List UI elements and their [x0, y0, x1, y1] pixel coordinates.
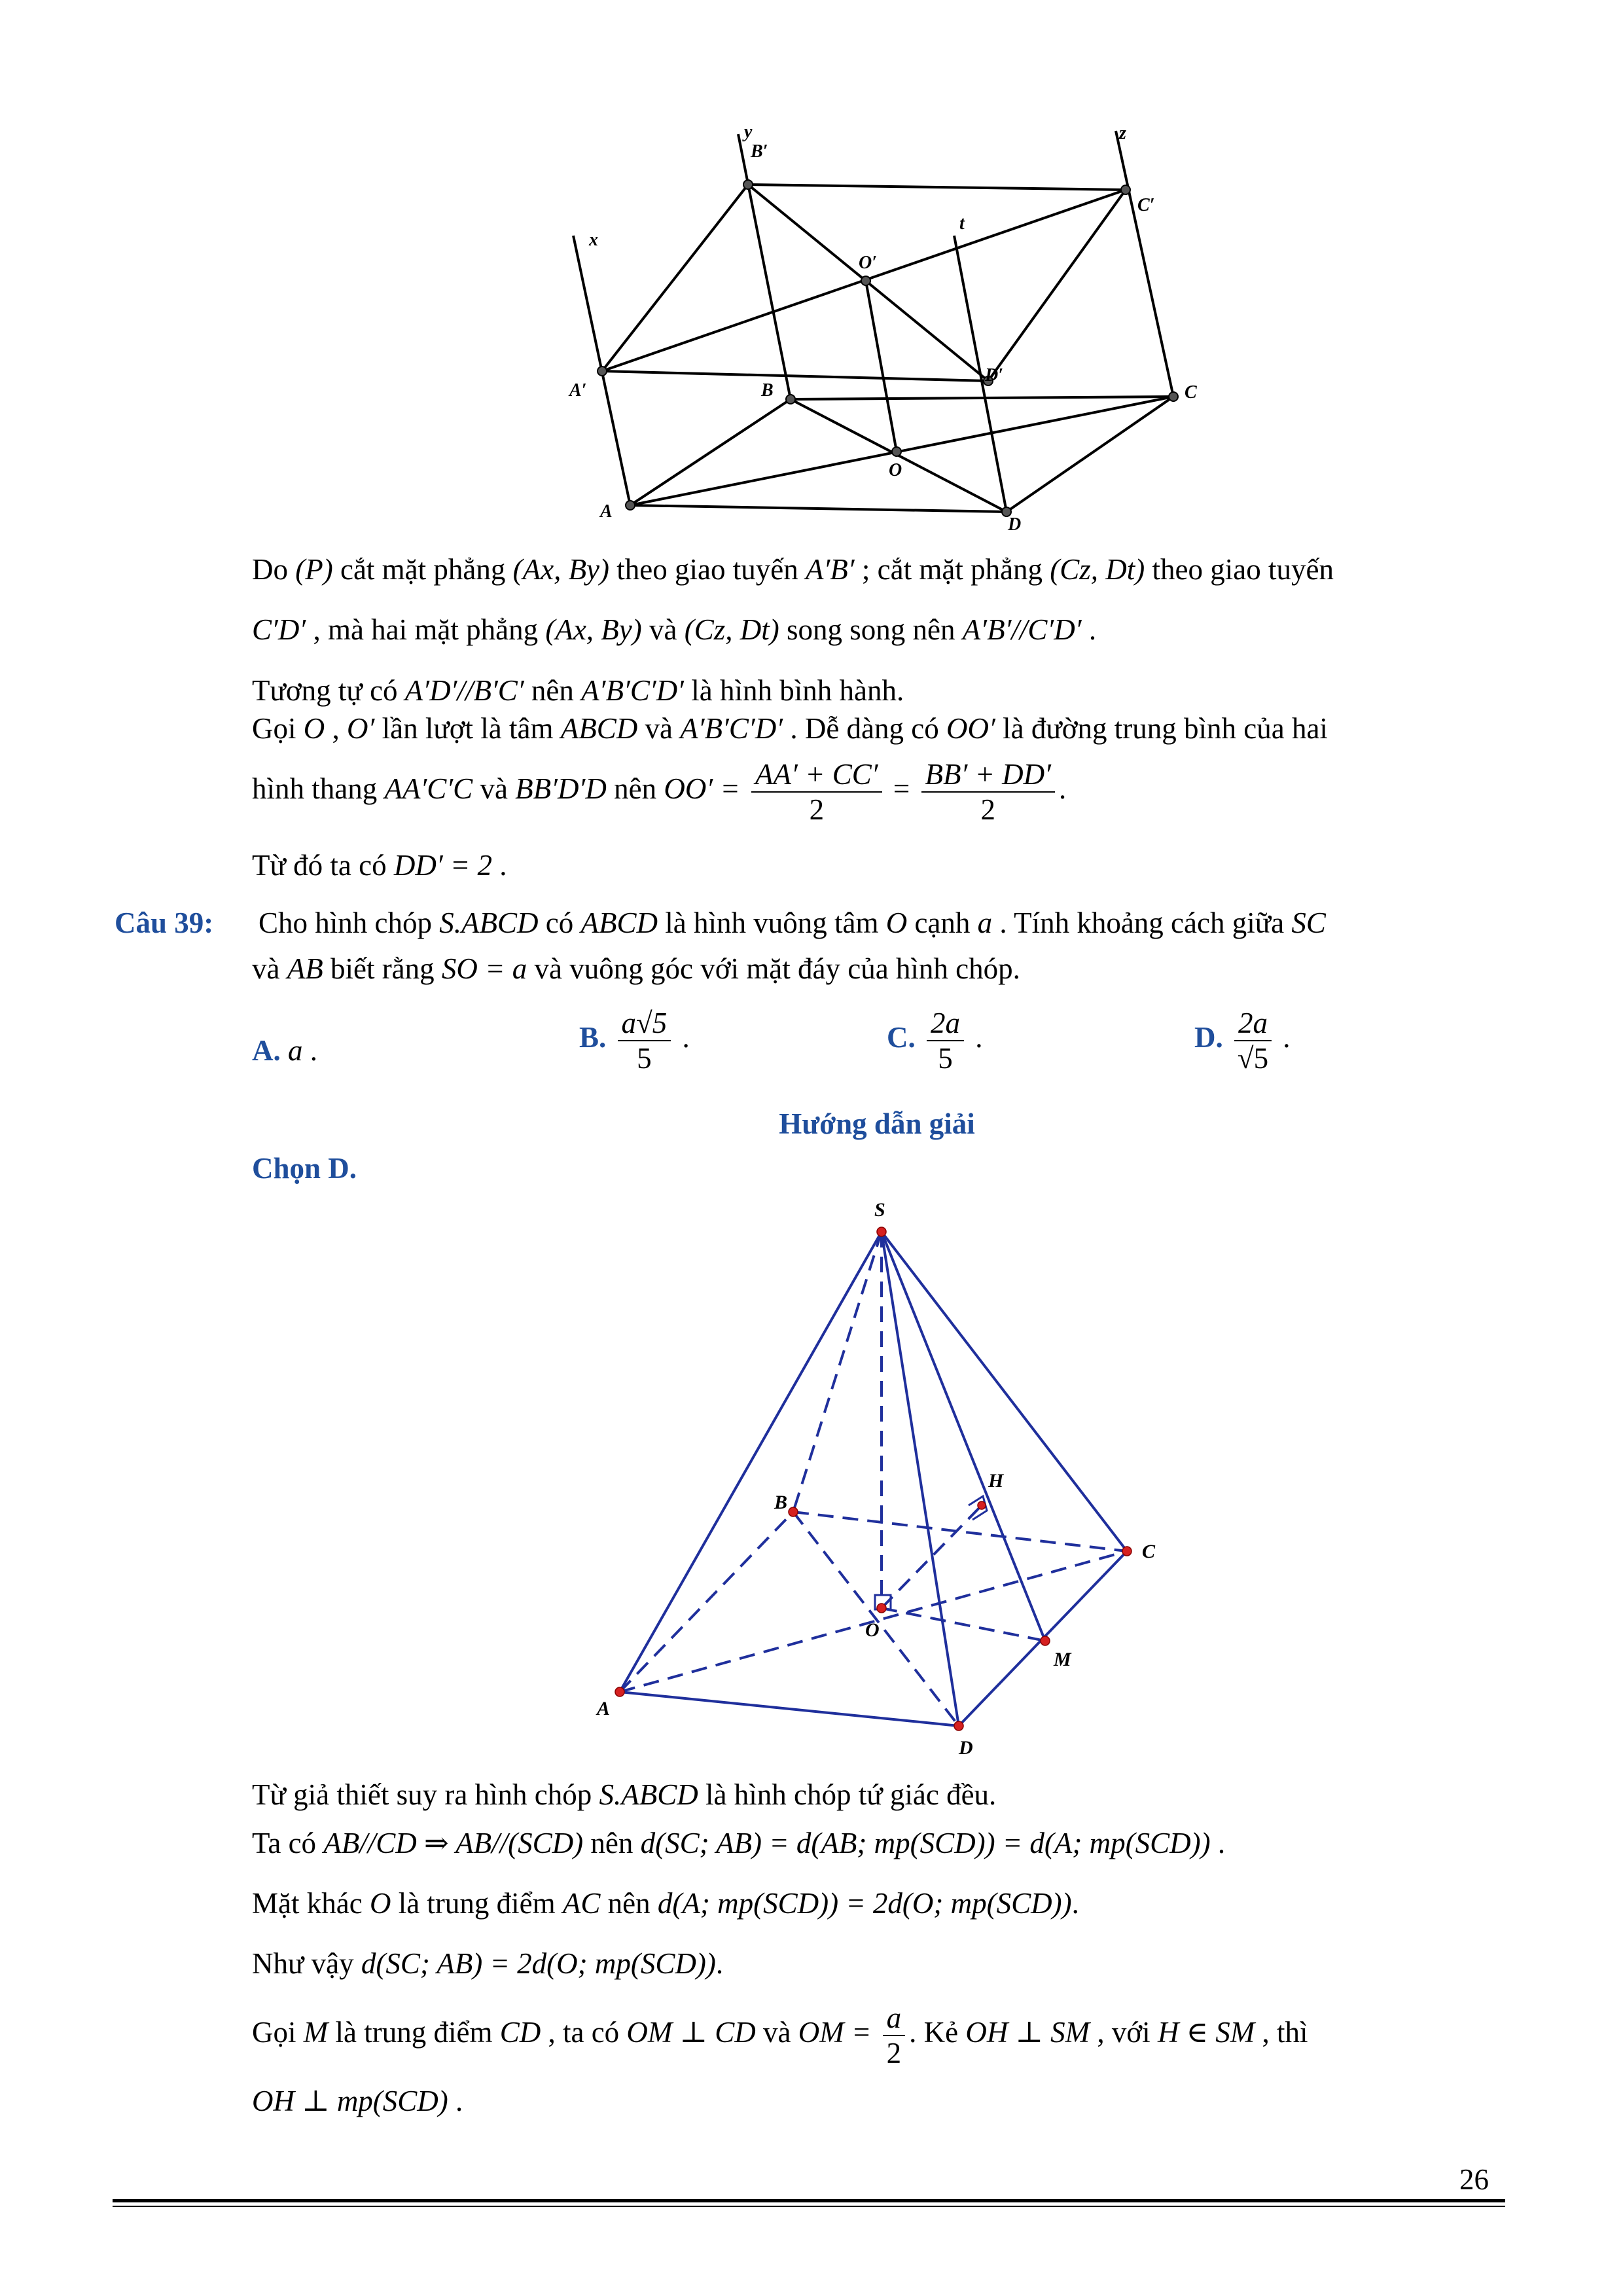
option-d: D. $\frac{2a}{√5}$ .	[1194, 1006, 1291, 1075]
figure-prism-diagram	[550, 118, 1204, 537]
option-b: B. $\frac{a√5}{5}$ .	[579, 1006, 690, 1075]
solution-line2: Ta có AB//CD ⇒ AB//(SCD) nên d(SC; AB) = d(AB; mp(SCD)) = d(A; mp(SCD)) .	[252, 1827, 1226, 1859]
label-Op: O′	[859, 253, 878, 273]
om-fraction: $\frac{a}{2}$	[883, 2001, 906, 2070]
label-C: C	[1185, 382, 1197, 403]
solution-heading: Hướng dẫn giải	[779, 1107, 975, 1140]
label-Cp: C′	[1137, 195, 1155, 215]
solution-line6: OH ⊥ mp(SCD) .	[252, 2085, 463, 2117]
para1-line5: hình thang AA′C′C và BB′D′D nên OO′ = $\frac{AA' + CC'}{2}$ = $\frac{BB' + DD'}{2}$ .	[252, 757, 1067, 826]
solution-line3: Mặt khác O là trung điểm AC nên d(A; mp(SCD)) = 2d(O; mp(SCD)).	[252, 1887, 1079, 1920]
option-c-fraction: $\frac{2a}{5}$	[927, 1006, 964, 1075]
label-A: A	[600, 501, 613, 522]
label-Ap: A′	[569, 380, 587, 401]
label-Bp: B′	[751, 141, 768, 162]
label-x: x	[589, 230, 598, 250]
para1-line2: C′D′ , mà hai mặt phẳng (Ax, By) và (Cz, Dt) song song nên A′B′//C′D′ .	[252, 613, 1097, 646]
label-D: D	[959, 1737, 973, 1754]
para1-line6: Từ đó ta có DD′ = 2 .	[252, 849, 507, 882]
footer-rule-thick	[113, 2199, 1505, 2202]
label-O: O	[889, 460, 902, 480]
question-line1: Cho hình chóp S.ABCD có ABCD là hình vuông tâm O cạnh a . Tính khoảng cách giữa SC	[259, 906, 1326, 939]
option-a: A. a .	[252, 1034, 317, 1067]
page-number: 26	[1459, 2163, 1489, 2196]
para1-line1: Do (P) cắt mặt phẳng (Ax, By) theo giao tuyến A′B′ ; cắt mặt phẳng (Cz, Dt) theo giao tuyến	[252, 553, 1334, 586]
label-C: C	[1142, 1541, 1156, 1562]
label-S: S	[874, 1199, 885, 1221]
label-z: z	[1119, 123, 1126, 143]
label-M: M	[1054, 1649, 1071, 1670]
solution-line4: Như vậy d(SC; AB) = 2d(O; mp(SCD)).	[252, 1947, 724, 1980]
question-line2: và AB biết rằng SO = a và vuông góc với mặt đáy của hình chóp.	[252, 952, 1020, 985]
label-t: t	[959, 213, 965, 234]
chosen-answer: Chọn D.	[252, 1152, 357, 1185]
label-D: D	[1008, 514, 1022, 535]
fraction-1: $\frac{AA' + CC'}{2}$	[751, 757, 882, 827]
label-y: y	[744, 122, 753, 142]
label-B: B	[774, 1492, 788, 1513]
solution-line1: Từ giả thiết suy ra hình chóp S.ABCD là hình chóp tứ giác đều.	[252, 1778, 997, 1811]
label-H: H	[988, 1470, 1004, 1492]
fraction-2: $\frac{BB' + DD'}{2}$	[921, 757, 1056, 827]
solution-line5: Gọi M là trung điểm CD , ta có OM ⊥ CD và OM = $\frac{a}{2}$ . Kẻ OH ⊥ SM , với H ∈ SM , thì	[252, 2001, 1308, 2070]
option-d-fraction: $\frac{2a}{√5}$	[1234, 1006, 1272, 1075]
para1-line3: Tương tự có A′D′//B′C′ nên A′B′C′D′ là hình bình hành.	[252, 674, 904, 707]
label-B: B	[761, 380, 774, 401]
option-b-fraction: $\frac{a√5}{5}$	[618, 1006, 671, 1075]
figure-pyramid-diagram	[576, 1185, 1191, 1754]
label-O: O	[865, 1619, 880, 1641]
question-number: Câu 39:	[115, 906, 214, 939]
footer-rule-thin	[113, 2206, 1505, 2207]
option-c: C. $\frac{2a}{5}$ .	[887, 1006, 983, 1075]
label-A: A	[597, 1698, 611, 1719]
label-Dp: D′	[985, 365, 1004, 386]
para1-line4: Gọi O , O′ lần lượt là tâm ABCD và A′B′C′D′ . Dễ dàng có OO′ là đường trung bình của hai	[252, 712, 1328, 745]
